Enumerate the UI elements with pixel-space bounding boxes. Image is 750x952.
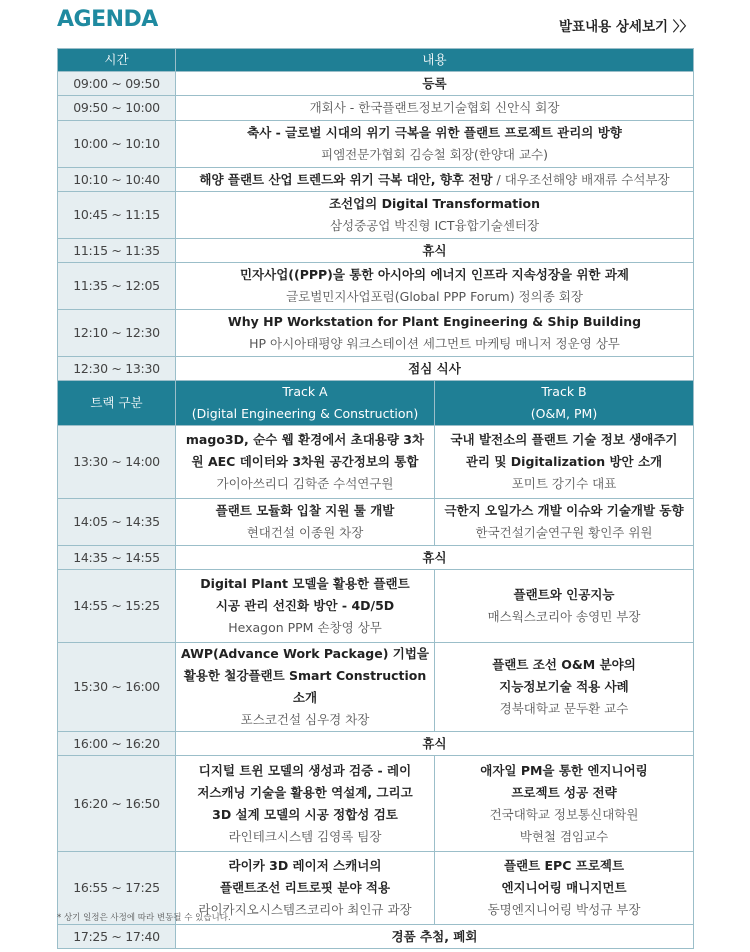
session-title: 디지털 트윈 모델의 생성과 검증 - 레이 <box>198 762 412 778</box>
time-cell: 14:05 ~ 14:35 <box>58 499 176 546</box>
session-title: mago3D, 순수 웹 환경에서 초대용량 3차 <box>185 432 425 447</box>
time-cell: 11:15 ~ 11:35 <box>58 239 176 263</box>
speaker: 박현철 겸임교수 <box>519 828 609 844</box>
track-b-session <box>435 756 694 852</box>
header <box>0 0 750 48</box>
session-cell <box>176 357 694 381</box>
time-cell: 14:35 ~ 14:55 <box>58 546 176 570</box>
track-a-session <box>176 643 435 732</box>
schedule-row <box>58 756 694 852</box>
session-title: 활용한 철강플랜트 Smart Construction 소개 <box>183 668 427 705</box>
time-cell: 12:30 ~ 13:30 <box>58 357 176 381</box>
track-header-row <box>58 381 694 426</box>
time-cell: 10:10 ~ 10:40 <box>58 168 176 192</box>
session-title: 플랜트 EPC 프로젝트 <box>503 858 625 873</box>
speaker: Hexagon PPM 손창영 상무 <box>228 620 382 635</box>
detail-link[interactable]: 발표내용 상세보기 〉〉 <box>559 19 693 35</box>
session-title: 민자사업((PPP)을 통한 아시아의 에너지 인프라 지속성장을 위한 과제 <box>239 267 630 282</box>
track-b-session <box>435 499 694 546</box>
schedule-row <box>58 121 694 168</box>
schedule-row <box>58 239 694 263</box>
speaker: 대우조선해양 배재류 수석부장 <box>504 171 670 187</box>
session-title: 엔지니어링 매니지먼트 <box>501 880 627 895</box>
time-cell: 09:00 ~ 09:50 <box>58 72 176 96</box>
schedule-row <box>58 732 694 756</box>
schedule-row <box>58 546 694 570</box>
session-line <box>180 169 689 191</box>
schedule-row <box>58 72 694 96</box>
session-title: 휴식 <box>422 549 447 565</box>
col-header-content: 내용 <box>176 49 694 72</box>
track-a-session <box>176 426 435 499</box>
session-title: 극한지 오일가스 개발 이슈와 기술개발 동향 <box>444 503 684 518</box>
session-cell <box>176 168 694 192</box>
session-cell <box>176 121 694 168</box>
speaker: 피엠전문가협회 김승철 회장(한양대 교수) <box>321 147 548 162</box>
time-cell: 16:20 ~ 16:50 <box>58 756 176 852</box>
schedule-row <box>58 310 694 357</box>
session-title: 휴식 <box>422 735 447 751</box>
session-title: 점심 식사 <box>408 360 461 376</box>
session-cell <box>176 96 694 121</box>
track-label: 트랙 구분 <box>58 381 176 426</box>
footnote: * 상기 일정은 사정에 따라 변동될 수 있습니다. <box>57 913 231 923</box>
speaker: HP 아시아태평양 워크스테이션 세그먼트 마케팅 매니저 정운영 상무 <box>249 336 620 351</box>
time-cell: 14:55 ~ 15:25 <box>58 570 176 643</box>
session-title: 해양 플랜트 산업 트렌드와 위기 극복 대안, 향후 전망 <box>199 171 493 187</box>
session-cell <box>176 72 694 96</box>
schedule-row <box>58 168 694 192</box>
time-cell: 15:30 ~ 16:00 <box>58 643 176 732</box>
session-title: 휴식 <box>422 242 447 258</box>
time-cell: 16:00 ~ 16:20 <box>58 732 176 756</box>
session-cell <box>176 310 694 357</box>
time-cell: 10:00 ~ 10:10 <box>58 121 176 168</box>
time-cell: 16:55 ~ 17:25 <box>58 852 176 925</box>
time-cell: 11:35 ~ 12:05 <box>58 263 176 310</box>
schedule-row <box>58 263 694 310</box>
track-b-session <box>435 852 694 925</box>
time-cell: 13:30 ~ 14:00 <box>58 426 176 499</box>
session-title: 조선업의 Digital Transformation <box>328 196 541 211</box>
schedule-row <box>58 925 694 949</box>
speaker: 포미트 강기수 대표 <box>511 476 617 491</box>
session-title: 라이카 3D 레이저 스캐너의 <box>228 858 382 873</box>
session-title: Why HP Workstation for Plant Engineering & Ship Building <box>227 314 642 329</box>
speaker: 라인테크시스템 김영록 팀장 <box>228 828 382 844</box>
session-title: 경품 추첨, 폐회 <box>391 928 478 944</box>
track-b-header <box>435 381 694 426</box>
track-a-session <box>176 756 435 852</box>
schedule-row <box>58 357 694 381</box>
session-title: 지능정보기술 적용 사례 <box>499 679 629 694</box>
speaker: 한국건설기술연구원 황인주 위원 <box>475 525 653 540</box>
speaker: 삼성중공업 박진형 ICT융합기술센터장 <box>329 218 540 233</box>
speaker: 가이아쓰리디 김학준 수석연구원 <box>216 476 394 491</box>
session-title: 관리 및 Digitalization 방안 소개 <box>465 454 663 469</box>
session-title: 프로젝트 성공 전략 <box>511 784 617 800</box>
track-a-name: Track A <box>282 384 328 399</box>
session-cell <box>176 925 694 949</box>
schedule-row <box>58 96 694 121</box>
session-title: Digital Plant 모델을 활용한 플랜트 <box>200 576 410 591</box>
track-a-session <box>176 499 435 546</box>
time-cell: 10:45 ~ 11:15 <box>58 192 176 239</box>
session-cell <box>176 192 694 239</box>
session-title: 국내 발전소의 플랜트 기술 정보 생애주기 <box>450 432 678 447</box>
separator: / <box>492 171 505 187</box>
session-title: 플랜트조선 리트로핏 분야 적용 <box>219 880 391 895</box>
schedule-row <box>58 192 694 239</box>
session-cell <box>176 239 694 263</box>
session-title: 시공 관리 선진화 방안 - 4D/5D <box>215 598 395 613</box>
track-b-session <box>435 426 694 499</box>
speaker: 매스웍스코리아 송영민 부장 <box>487 609 641 624</box>
session-cell <box>176 732 694 756</box>
session-cell <box>176 263 694 310</box>
speaker: 개회사 - 한국플랜트정보기술협회 신안식 회장 <box>309 100 560 115</box>
speaker: 동명엔지니어링 박성규 부장 <box>487 902 641 917</box>
time-cell: 17:25 ~ 17:40 <box>58 925 176 949</box>
session-title: 플랜트 조선 O&M 분야의 <box>492 657 636 672</box>
speaker: 라이카지오시스템즈코리아 최인규 과장 <box>198 902 412 917</box>
session-cell <box>176 546 694 570</box>
track-a-header <box>176 381 435 426</box>
time-cell: 09:50 ~ 10:00 <box>58 96 176 121</box>
speaker: 글로벌민지사업포럼(Global PPP Forum) 정의종 회장 <box>286 289 583 304</box>
session-title: AWP(Advance Work Package) 기법을 <box>180 646 429 661</box>
schedule-row <box>58 499 694 546</box>
speaker: 포스코건설 심우경 차장 <box>240 712 370 727</box>
session-title: 축사 - 글로벌 시대의 위기 극복을 위한 플랜트 프로젝트 관리의 방향 <box>247 125 622 140</box>
page-title: AGENDA <box>57 7 158 32</box>
speaker: 현대건설 이종원 차장 <box>246 525 364 540</box>
session-title: 등록 <box>422 75 447 91</box>
session-title: 3D 설계 모델의 시공 정합성 검토 <box>212 806 398 822</box>
schedule-row <box>58 643 694 732</box>
session-title: 플랜트와 인공지능 <box>513 587 615 602</box>
time-cell: 12:10 ~ 12:30 <box>58 310 176 357</box>
agenda-table <box>57 48 694 949</box>
track-b-session <box>435 643 694 732</box>
session-title: 저스캐닝 기술을 활용한 역설계, 그리고 <box>197 784 413 800</box>
track-b-name: Track B <box>541 384 587 399</box>
speaker: 건국대학교 정보통신대학원 <box>489 806 639 822</box>
track-a-session <box>176 570 435 643</box>
speaker: 경북대학교 문두환 교수 <box>499 701 629 716</box>
col-header-time: 시간 <box>58 49 176 72</box>
schedule-row <box>58 426 694 499</box>
track-b-session <box>435 570 694 643</box>
track-a-sub: (Digital Engineering & Construction) <box>191 406 419 421</box>
track-b-sub: (O&M, PM) <box>530 406 598 421</box>
session-title: 애자일 PM을 통한 엔지니어링 <box>480 762 648 778</box>
schedule-row <box>58 570 694 643</box>
session-title: 플랜트 모듈화 입찰 지원 툴 개발 <box>215 503 395 518</box>
session-title: 원 AEC 데이터와 3차원 공간정보의 통합 <box>191 454 419 469</box>
